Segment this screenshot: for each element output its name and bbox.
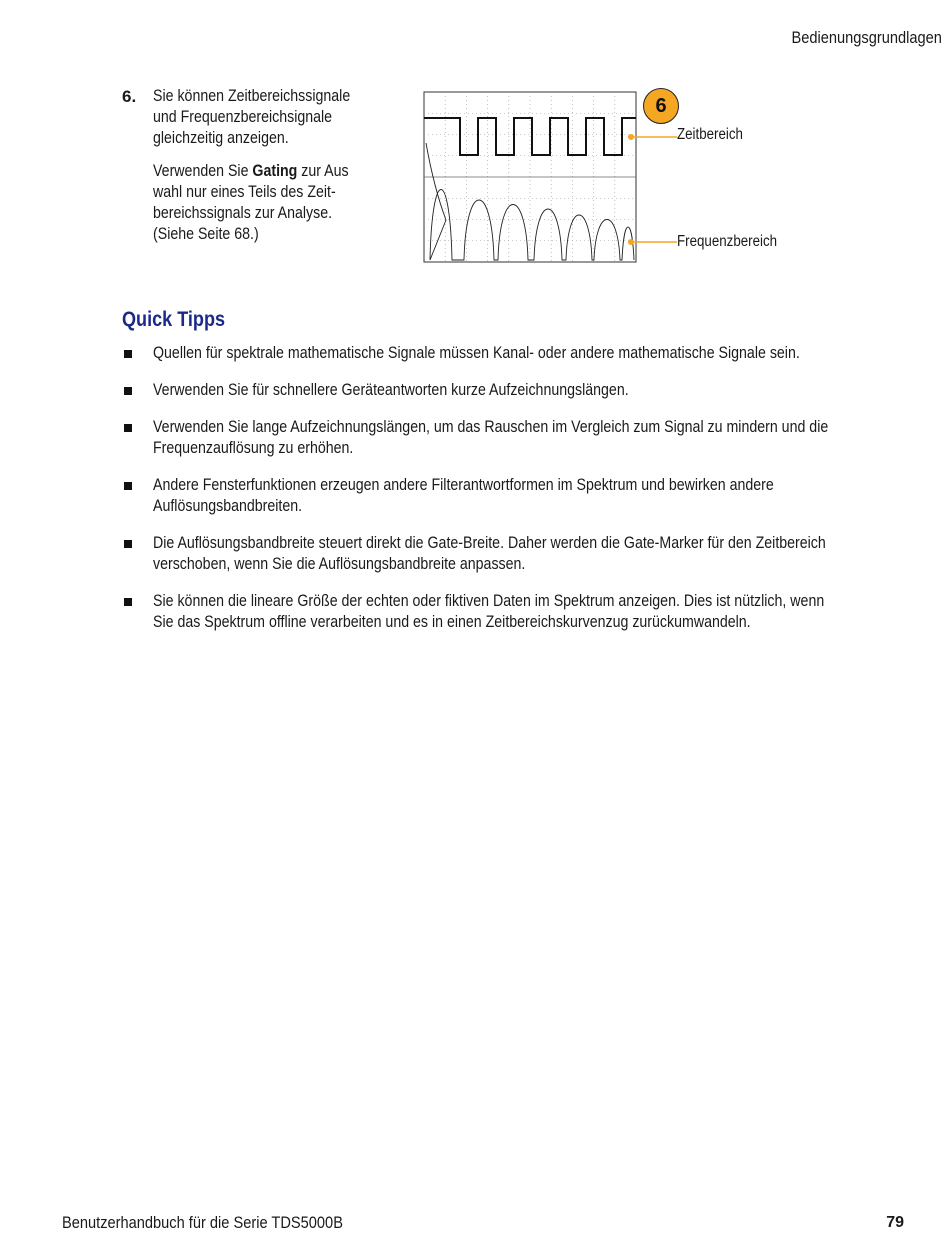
tip-item xyxy=(122,417,912,459)
tip-line: Verwenden Sie lange Aufzeichnungslängen, um das Rauschen im Vergleich zum Signal zu mindern und die xyxy=(153,418,829,436)
footer-manual-title xyxy=(62,1213,389,1233)
step-line: und Frequenzbereichsignale xyxy=(153,108,333,126)
frequency-domain-label xyxy=(677,233,793,251)
callout-badge: 6 xyxy=(643,88,679,124)
tip-item xyxy=(122,591,912,633)
time-leader-dot xyxy=(628,134,634,140)
tip-item xyxy=(122,475,912,517)
step-description xyxy=(153,86,403,257)
tip-item xyxy=(122,380,912,401)
bullet-icon xyxy=(124,598,132,606)
tips-list xyxy=(122,343,912,649)
tip-text xyxy=(153,343,865,364)
step-line: Sie können Zeitbereichssignale xyxy=(153,87,351,105)
step-line: gleichzeitig anzeigen. xyxy=(153,129,289,147)
tip-line: Andere Fensterfunktionen erzeugen andere Filterantwortformen im Spektrum und bewirken andere xyxy=(153,476,774,494)
tip-text xyxy=(153,417,865,459)
step-paragraph-2 xyxy=(153,161,403,245)
footer-manual-text: Benutzerhandbuch für die Serie TDS5000B xyxy=(62,1213,343,1232)
step-line xyxy=(153,161,368,182)
tip-text xyxy=(153,475,865,517)
tip-line: Verwenden Sie für schnellere Geräteantworten kurze Aufzeichnungslängen. xyxy=(153,381,629,399)
tip-line: Frequenzauflösung zu erhöhen. xyxy=(153,439,354,457)
oscilloscope-figure xyxy=(423,88,803,268)
tip-item xyxy=(122,343,912,364)
step-line: bereichssignals zur Analyse. xyxy=(153,204,333,222)
step-text-fragment: Verwenden Sie xyxy=(153,162,253,180)
running-header xyxy=(767,28,942,48)
tip-item xyxy=(122,533,912,575)
time-domain-label xyxy=(677,126,754,144)
bullet-icon xyxy=(124,540,132,548)
step-line: wahl nur eines Teils des Zeit- xyxy=(153,183,336,201)
tip-text xyxy=(153,591,865,633)
bullet-icon xyxy=(124,387,132,395)
page-number: 79 xyxy=(886,1214,904,1231)
tip-line: Quellen für spektrale mathematische Signale müssen Kanal- oder andere mathematische Signale sein. xyxy=(153,344,800,362)
freq-leader-dot xyxy=(628,239,634,245)
step-paragraph-1 xyxy=(153,86,403,149)
step-number: 6. xyxy=(122,87,137,106)
tip-text xyxy=(153,380,865,401)
tip-line: verschoben, wenn Sie die Auflösungsbandbreite anpassen. xyxy=(153,555,526,573)
tip-line: Auflösungsbandbreiten. xyxy=(153,497,303,515)
tip-line: Sie können die lineare Größe der echten oder fiktiven Daten im Spektrum anzeigen. Dies ist nützlich, wenn xyxy=(153,592,825,610)
bullet-icon xyxy=(124,424,132,432)
section-heading-text: Quick Tipps xyxy=(122,308,226,331)
bullet-icon xyxy=(124,482,132,490)
tip-line: Sie das Spektrum offline verarbeiten und es in einen Zeitbereichskurvenzug zurückumwandeln. xyxy=(153,613,751,631)
step-line: (Siehe Seite 68.) xyxy=(153,225,259,243)
tip-line: Die Auflösungsbandbreite steuert direkt die Gate-Breite. Daher werden die Gate-Marker für den Zeitbereich xyxy=(153,534,826,552)
header-section-title: Bedienungsgrundlagen xyxy=(791,28,942,47)
gating-term: Gating xyxy=(252,162,298,180)
time-domain-label-text: Zeitbereich xyxy=(677,126,743,143)
frequency-domain-label-text: Frequenzbereich xyxy=(677,233,778,250)
tip-text xyxy=(153,533,865,575)
step-text-fragment: zur Aus xyxy=(297,162,349,180)
section-heading xyxy=(122,308,242,332)
bullet-icon xyxy=(124,350,132,358)
